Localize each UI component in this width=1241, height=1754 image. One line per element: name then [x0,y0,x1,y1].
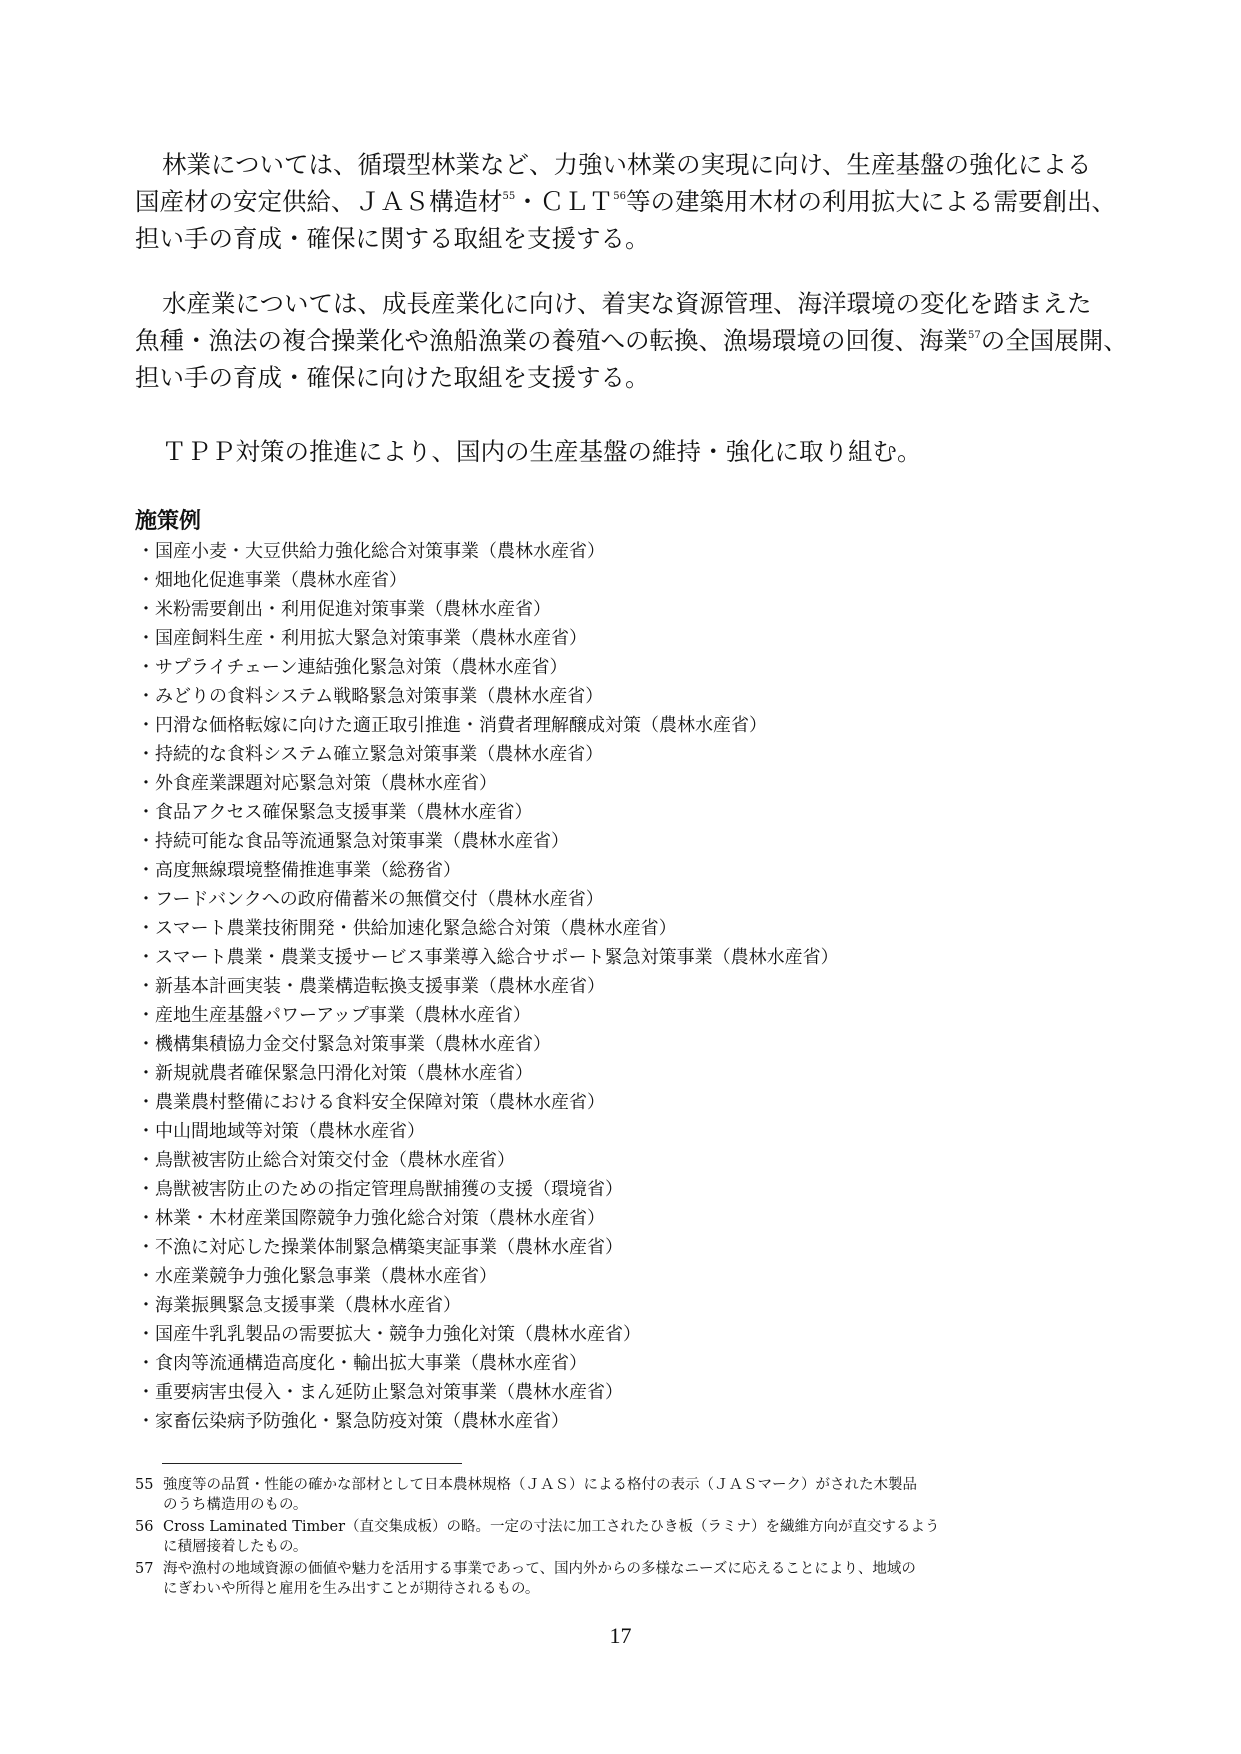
footnotes [135,1475,1135,1601]
measure-item: ・円滑な価格転嫁に向けた適正取引推進・消費者理解醸成対策（農林水産省） [137,715,767,736]
measure-item: ・家畜伝染病予防強化・緊急防疫対策（農林水産省） [137,1411,569,1432]
tpp-paragraph [135,433,1120,470]
footnote [135,1517,1135,1557]
measure-item: ・重要病害虫侵入・まん延防止緊急対策事業（農林水産省） [137,1382,623,1403]
footnote [135,1559,1135,1599]
measure-item: ・新規就農者確保緊急円滑化対策（農林水産省） [137,1063,533,1084]
measure-item: ・鳥獣被害防止総合対策交付金（農林水産省） [137,1150,515,1171]
measures-list [137,537,839,1436]
footnote-line: 強度等の品質・性能の確かな部材として日本農林規格（ＪＡＳ）による格付の表示（ＪＡＳマーク）がされた木製品 [163,1477,917,1493]
paragraph-line: 水産業については、成長産業化に向け、着実な資源管理、海洋環境の変化を踏まえた [162,289,1092,318]
measure-item: ・国産小麦・大豆供給力強化総合対策事業（農林水産省） [137,541,605,562]
measure-item: ・水産業競争力強化緊急事業（農林水産省） [137,1266,497,1287]
footnote-line: にぎわいや所得と雇用を生み出すことが期待されるもの。 [163,1581,540,1597]
measure-item: ・国産飼料生産・利用拡大緊急対策事業（農林水産省） [137,628,587,649]
footnote-line: Cross Laminated Timber（直交集成板）の略。一定の寸法に加工されたひき板（ラミナ）を繊維方向が直交するよう [163,1519,940,1535]
measure-item: ・持続的な食料システム確立緊急対策事業（農林水産省） [137,744,604,765]
measure-item: ・中山間地域等対策（農林水産省） [137,1121,425,1142]
footnote-ref-55[interactable]: 55 [502,191,516,202]
footnote-number: 57 [135,1561,154,1577]
paragraph-line: ＴＰＰ対策の推進により、国内の生産基盤の維持・強化に取り組む。 [162,437,922,466]
footnote-number: 55 [135,1477,154,1493]
measure-item: ・フードバンクへの政府備蓄米の無償交付（農林水産省） [137,889,604,910]
measure-item: ・持続可能な食品等流通緊急対策事業（農林水産省） [137,831,569,852]
paragraph-line: 担い手の育成・確保に関する取組を支援する。 [135,224,650,253]
measure-item: ・スマート農業・農業支援サービス事業導入総合サポート緊急対策事業（農林水産省） [137,947,839,968]
measure-item: ・国産牛乳乳製品の需要拡大・競争力強化対策（農林水産省） [137,1324,641,1345]
text-run: 等の建築用木材の利用拡大による需要創出、 [625,187,1116,216]
measure-item: ・不漁に対応した操業体制緊急構築実証事業（農林水産省） [137,1237,623,1258]
measure-item: ・サプライチェーン連結強化緊急対策（農林水産省） [137,657,568,678]
paragraph-line [135,183,1120,220]
fisheries-paragraph [135,285,1128,396]
footnote-divider [162,1463,462,1464]
measure-item: ・スマート農業技術開発・供給加速化緊急総合対策（農林水産省） [137,918,677,939]
measure-item: ・食品アクセス確保緊急支援事業（農林水産省） [137,802,533,823]
text-run: 国産材の安定供給、ＪＡＳ構造材 [135,187,503,216]
measure-item: ・新基本計画実装・農業構造転換支援事業（農林水産省） [137,976,605,997]
footnote-text [163,1475,1135,1515]
footnote-number: 56 [135,1519,154,1535]
measure-item: ・米粉需要創出・利用促進対策事業（農林水産省） [137,599,551,620]
footnote-text [163,1559,1135,1599]
paragraph-line: 担い手の育成・確保に向けた取組を支援する。 [135,363,650,392]
forestry-paragraph [135,146,1120,257]
measure-item: ・外食産業課題対応緊急対策（農林水産省） [137,773,497,794]
measure-item: ・林業・木材産業国際競争力強化総合対策（農林水産省） [137,1208,605,1229]
footnote-line: に積層接着したもの。 [163,1539,308,1555]
measure-item: ・畑地化促進事業（農林水産省） [137,570,407,591]
measure-item: ・みどりの食料システム戦略緊急対策事業（農林水産省） [137,686,604,707]
measure-item: ・農業農村整備における食料安全保障対策（農林水産省） [137,1092,605,1113]
paragraph-line: 林業については、循環型林業など、力強い林業の実現に向け、生産基盤の強化による [162,150,1092,179]
text-run: ・ＣＬＴ [515,187,614,216]
measure-item: ・鳥獣被害防止のための指定管理鳥獣捕獲の支援（環境省） [137,1179,623,1200]
text-run: 魚種・漁法の複合操業化や漁船漁業の養殖への転換、漁場環境の回復、海業 [135,326,968,355]
text-run: の全国展開、 [980,326,1128,355]
measure-item: ・食肉等流通構造高度化・輸出拡大事業（農林水産省） [137,1353,587,1374]
paragraph-line [135,322,1128,359]
footnote-line: 海や漁村の地域資源の価値や魅力を活用する事業であって、国内外からの多様なニーズに応えることにより、地域の [163,1561,916,1577]
measure-item: ・高度無線環境整備推進事業（総務省） [137,860,461,881]
footnote [135,1475,1135,1515]
measure-item: ・機構集積協力金交付緊急対策事業（農林水産省） [137,1034,551,1055]
page-number: 17 [609,1623,632,1648]
footnote-text [163,1517,1135,1557]
footnote-line: のうち構造用のもの。 [163,1497,308,1513]
footnote-ref-56[interactable]: 56 [613,191,626,202]
measure-item: ・海業振興緊急支援事業（農林水産省） [137,1295,461,1316]
measure-item: ・産地生産基盤パワーアップ事業（農林水産省） [137,1005,531,1026]
measures-heading: 施策例 [135,509,202,534]
footnote-ref-57[interactable]: 57 [968,330,981,341]
